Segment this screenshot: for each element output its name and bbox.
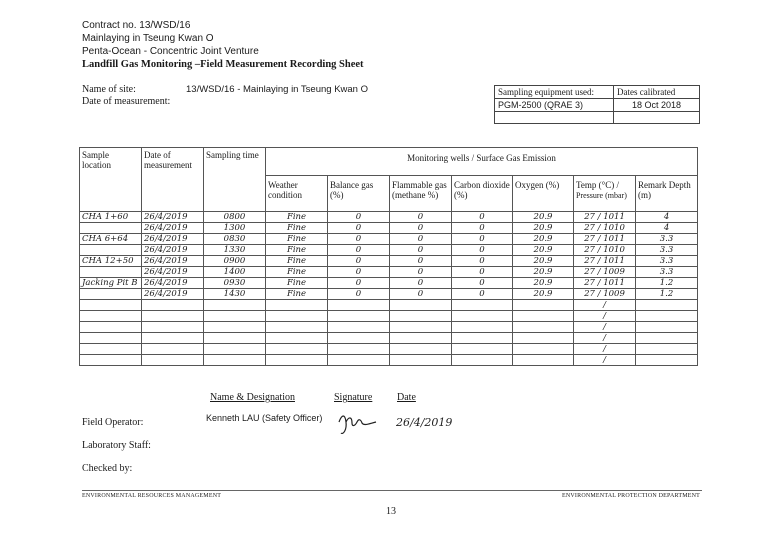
cell-location: CHA 12+50 bbox=[80, 256, 142, 267]
cell-date: 26/4/2019 bbox=[142, 234, 204, 245]
field-operator-name: Kenneth LAU (Safety Officer) bbox=[206, 413, 323, 423]
cell-time bbox=[204, 311, 266, 322]
cell-time bbox=[204, 344, 266, 355]
header-sampling-time: Sampling time bbox=[204, 148, 266, 212]
cell-temp-pressure: 27 / 1009 bbox=[574, 267, 636, 278]
cell-remark: 3.3 bbox=[636, 256, 698, 267]
cell-temp-pressure: / bbox=[574, 322, 636, 333]
cell-co2: 0 bbox=[452, 289, 513, 300]
footer-rule bbox=[82, 490, 702, 491]
cell-balance: 0 bbox=[328, 289, 390, 300]
cell-time: 1430 bbox=[204, 289, 266, 300]
cell-time: 1300 bbox=[204, 223, 266, 234]
cell-co2: 0 bbox=[452, 234, 513, 245]
cell-weather: Fine bbox=[266, 278, 328, 289]
cell-remark: 1.2 bbox=[636, 278, 698, 289]
cell-remark bbox=[636, 322, 698, 333]
cell-remark: 4 bbox=[636, 212, 698, 223]
table-row bbox=[80, 267, 698, 278]
cell-temp-pressure: / bbox=[574, 344, 636, 355]
header-weather: Weather condition bbox=[266, 176, 328, 212]
table-row bbox=[80, 355, 698, 366]
table-row bbox=[80, 212, 698, 223]
cell-weather: Fine bbox=[266, 267, 328, 278]
cell-temp-pressure: / bbox=[574, 355, 636, 366]
field-operator-date: 26/4/2019 bbox=[396, 416, 453, 429]
cell-co2 bbox=[452, 333, 513, 344]
cell-date: 26/4/2019 bbox=[142, 223, 204, 234]
dates-calibrated-header: Dates calibrated bbox=[614, 86, 700, 99]
cell-co2 bbox=[452, 322, 513, 333]
calibration-date: 18 Oct 2018 bbox=[614, 99, 700, 112]
header-sample-location: Sample location bbox=[80, 148, 142, 212]
page-number: 13 bbox=[386, 506, 396, 517]
cell-flammable: 0 bbox=[390, 289, 452, 300]
contract-number: Contract no. 13/WSD/16 bbox=[82, 20, 191, 31]
cell-flammable: 0 bbox=[390, 234, 452, 245]
cell-co2: 0 bbox=[452, 212, 513, 223]
cell-time bbox=[204, 300, 266, 311]
cell-flammable: 0 bbox=[390, 256, 452, 267]
cell-flammable bbox=[390, 355, 452, 366]
cell-temp-pressure: 27 / 1011 bbox=[574, 212, 636, 223]
project-name: Mainlaying in Tseung Kwan O bbox=[82, 33, 214, 44]
field-operator-label: Field Operator: bbox=[82, 417, 144, 428]
cell-location bbox=[80, 245, 142, 256]
cell-balance: 0 bbox=[328, 256, 390, 267]
header-temp: Temp (°C) / bbox=[576, 180, 619, 190]
cell-location bbox=[80, 289, 142, 300]
cell-time: 0830 bbox=[204, 234, 266, 245]
header-pressure: Pressure (mbar) bbox=[576, 191, 627, 200]
cell-balance bbox=[328, 300, 390, 311]
cell-co2 bbox=[452, 344, 513, 355]
cell-balance bbox=[328, 311, 390, 322]
cell-temp-pressure: 27 / 1011 bbox=[574, 278, 636, 289]
cell-remark bbox=[636, 333, 698, 344]
cell-location: CHA 6+64 bbox=[80, 234, 142, 245]
cell-oxygen bbox=[513, 344, 574, 355]
cell-co2: 0 bbox=[452, 223, 513, 234]
cell-location bbox=[80, 267, 142, 278]
cell-balance: 0 bbox=[328, 223, 390, 234]
joint-venture: Penta-Ocean - Concentric Joint Venture bbox=[82, 46, 259, 57]
cell-date bbox=[142, 333, 204, 344]
table-row bbox=[80, 223, 698, 234]
cell-temp-pressure: 27 / 1009 bbox=[574, 289, 636, 300]
date-header: Date bbox=[397, 392, 416, 403]
equipment-header: Sampling equipment used: bbox=[495, 86, 614, 99]
checked-by-label: Checked by: bbox=[82, 463, 133, 474]
field-operator-signature bbox=[336, 410, 386, 438]
cell-oxygen: 20.9 bbox=[513, 278, 574, 289]
cell-oxygen bbox=[513, 333, 574, 344]
cell-weather: Fine bbox=[266, 212, 328, 223]
cell-date bbox=[142, 344, 204, 355]
cell-date: 26/4/2019 bbox=[142, 256, 204, 267]
cell-date: 26/4/2019 bbox=[142, 278, 204, 289]
cell-date: 26/4/2019 bbox=[142, 289, 204, 300]
cell-date: 26/4/2019 bbox=[142, 212, 204, 223]
site-label: Name of site: bbox=[82, 84, 136, 95]
table-row bbox=[80, 245, 698, 256]
date-label: Date of measurement: bbox=[82, 96, 171, 107]
cell-temp-pressure: 27 / 1010 bbox=[574, 245, 636, 256]
cell-co2: 0 bbox=[452, 278, 513, 289]
table-row bbox=[80, 256, 698, 267]
cell-weather: Fine bbox=[266, 223, 328, 234]
cell-time: 0930 bbox=[204, 278, 266, 289]
cell-location bbox=[80, 300, 142, 311]
cell-oxygen bbox=[513, 300, 574, 311]
equipment-value: PGM-2500 (QRAE 3) bbox=[495, 99, 614, 112]
cell-oxygen: 20.9 bbox=[513, 234, 574, 245]
table-row bbox=[80, 278, 698, 289]
cell-co2: 0 bbox=[452, 256, 513, 267]
cell-weather: Fine bbox=[266, 234, 328, 245]
cell-weather bbox=[266, 333, 328, 344]
cell-temp-pressure: 27 / 1011 bbox=[574, 256, 636, 267]
cell-balance bbox=[328, 322, 390, 333]
cell-weather: Fine bbox=[266, 289, 328, 300]
cell-time bbox=[204, 322, 266, 333]
cell-flammable: 0 bbox=[390, 223, 452, 234]
laboratory-staff-label: Laboratory Staff: bbox=[82, 440, 151, 451]
header-remark-depth: Remark Depth (m) bbox=[636, 176, 698, 212]
cell-temp-pressure: 27 / 1010 bbox=[574, 223, 636, 234]
cell-balance bbox=[328, 344, 390, 355]
cell-date: 26/4/2019 bbox=[142, 267, 204, 278]
cell-weather: Fine bbox=[266, 245, 328, 256]
cell-balance bbox=[328, 333, 390, 344]
cell-location bbox=[80, 223, 142, 234]
table-row bbox=[80, 289, 698, 300]
cell-location bbox=[80, 311, 142, 322]
cell-time: 1400 bbox=[204, 267, 266, 278]
header-oxygen: Oxygen (%) bbox=[513, 176, 574, 212]
cell-oxygen: 20.9 bbox=[513, 245, 574, 256]
cell-time: 0800 bbox=[204, 212, 266, 223]
cell-date bbox=[142, 322, 204, 333]
cell-co2 bbox=[452, 311, 513, 322]
measurement-table bbox=[79, 147, 698, 366]
sheet-title: Landfill Gas Monitoring –Field Measurement Recording Sheet bbox=[82, 59, 364, 70]
site-value: 13/WSD/16 - Mainlaying in Tseung Kwan O bbox=[186, 84, 368, 95]
cell-time bbox=[204, 333, 266, 344]
cell-balance: 0 bbox=[328, 278, 390, 289]
cell-date bbox=[142, 300, 204, 311]
cell-oxygen: 20.9 bbox=[513, 212, 574, 223]
cell-flammable: 0 bbox=[390, 212, 452, 223]
cell-oxygen bbox=[513, 311, 574, 322]
table-row bbox=[80, 333, 698, 344]
header-balance-gas: Balance gas (%) bbox=[328, 176, 390, 212]
cell-remark: 4 bbox=[636, 223, 698, 234]
cell-remark bbox=[636, 311, 698, 322]
cell-oxygen: 20.9 bbox=[513, 223, 574, 234]
cell-flammable bbox=[390, 300, 452, 311]
cell-oxygen: 20.9 bbox=[513, 289, 574, 300]
cell-temp-pressure: / bbox=[574, 300, 636, 311]
header-temp-pressure bbox=[574, 176, 636, 212]
cell-flammable bbox=[390, 333, 452, 344]
table-row bbox=[80, 311, 698, 322]
cell-flammable: 0 bbox=[390, 267, 452, 278]
cell-remark bbox=[636, 300, 698, 311]
cell-date bbox=[142, 355, 204, 366]
cell-time: 0900 bbox=[204, 256, 266, 267]
cell-weather bbox=[266, 300, 328, 311]
cell-co2: 0 bbox=[452, 245, 513, 256]
cell-temp-pressure: / bbox=[574, 333, 636, 344]
cell-co2 bbox=[452, 355, 513, 366]
table-row bbox=[80, 300, 698, 311]
cell-weather: Fine bbox=[266, 256, 328, 267]
table-row bbox=[80, 234, 698, 245]
cell-co2 bbox=[452, 300, 513, 311]
cell-balance: 0 bbox=[328, 234, 390, 245]
cell-remark bbox=[636, 344, 698, 355]
cell-location: Jacking Pit B bbox=[80, 278, 142, 289]
calibration-empty-cell bbox=[495, 112, 614, 124]
table-row bbox=[80, 322, 698, 333]
calibration-table bbox=[494, 85, 700, 124]
cell-weather bbox=[266, 344, 328, 355]
header-monitoring-group: Monitoring wells / Surface Gas Emission bbox=[266, 148, 698, 176]
cell-date: 26/4/2019 bbox=[142, 245, 204, 256]
cell-balance bbox=[328, 355, 390, 366]
cell-time bbox=[204, 355, 266, 366]
cell-flammable bbox=[390, 322, 452, 333]
cell-oxygen bbox=[513, 322, 574, 333]
name-designation-header: Name & Designation bbox=[210, 392, 295, 403]
table-row bbox=[80, 344, 698, 355]
header-flammable-gas: Flammable gas (methane %) bbox=[390, 176, 452, 212]
cell-location bbox=[80, 344, 142, 355]
cell-flammable bbox=[390, 311, 452, 322]
cell-remark bbox=[636, 355, 698, 366]
cell-location: CHA 1+60 bbox=[80, 212, 142, 223]
cell-balance: 0 bbox=[328, 212, 390, 223]
header-date-of-measurement: Date of measurement bbox=[142, 148, 204, 212]
cell-remark: 3.3 bbox=[636, 234, 698, 245]
signature-header: Signature bbox=[334, 392, 373, 403]
cell-location bbox=[80, 322, 142, 333]
footer-right: ENVIRONMENTAL PROTECTION DEPARTMENT bbox=[562, 493, 701, 499]
cell-balance: 0 bbox=[328, 245, 390, 256]
cell-temp-pressure: 27 / 1011 bbox=[574, 234, 636, 245]
cell-oxygen bbox=[513, 355, 574, 366]
cell-co2: 0 bbox=[452, 267, 513, 278]
cell-date bbox=[142, 311, 204, 322]
cell-oxygen: 20.9 bbox=[513, 256, 574, 267]
cell-temp-pressure: / bbox=[574, 311, 636, 322]
cell-location bbox=[80, 333, 142, 344]
cell-flammable: 0 bbox=[390, 278, 452, 289]
cell-weather bbox=[266, 311, 328, 322]
cell-weather bbox=[266, 355, 328, 366]
cell-remark: 3.3 bbox=[636, 267, 698, 278]
footer-left: ENVIRONMENTAL RESOURCES MANAGEMENT bbox=[82, 493, 222, 499]
cell-time: 1330 bbox=[204, 245, 266, 256]
cell-weather bbox=[266, 322, 328, 333]
cell-flammable bbox=[390, 344, 452, 355]
cell-remark: 3.3 bbox=[636, 245, 698, 256]
cell-location bbox=[80, 355, 142, 366]
cell-balance: 0 bbox=[328, 267, 390, 278]
cell-oxygen: 20.9 bbox=[513, 267, 574, 278]
measurement-rows bbox=[80, 212, 698, 366]
header-carbon-dioxide: Carbon dioxide (%) bbox=[452, 176, 513, 212]
cell-remark: 1.2 bbox=[636, 289, 698, 300]
cell-flammable: 0 bbox=[390, 245, 452, 256]
calibration-empty-cell bbox=[614, 112, 700, 124]
